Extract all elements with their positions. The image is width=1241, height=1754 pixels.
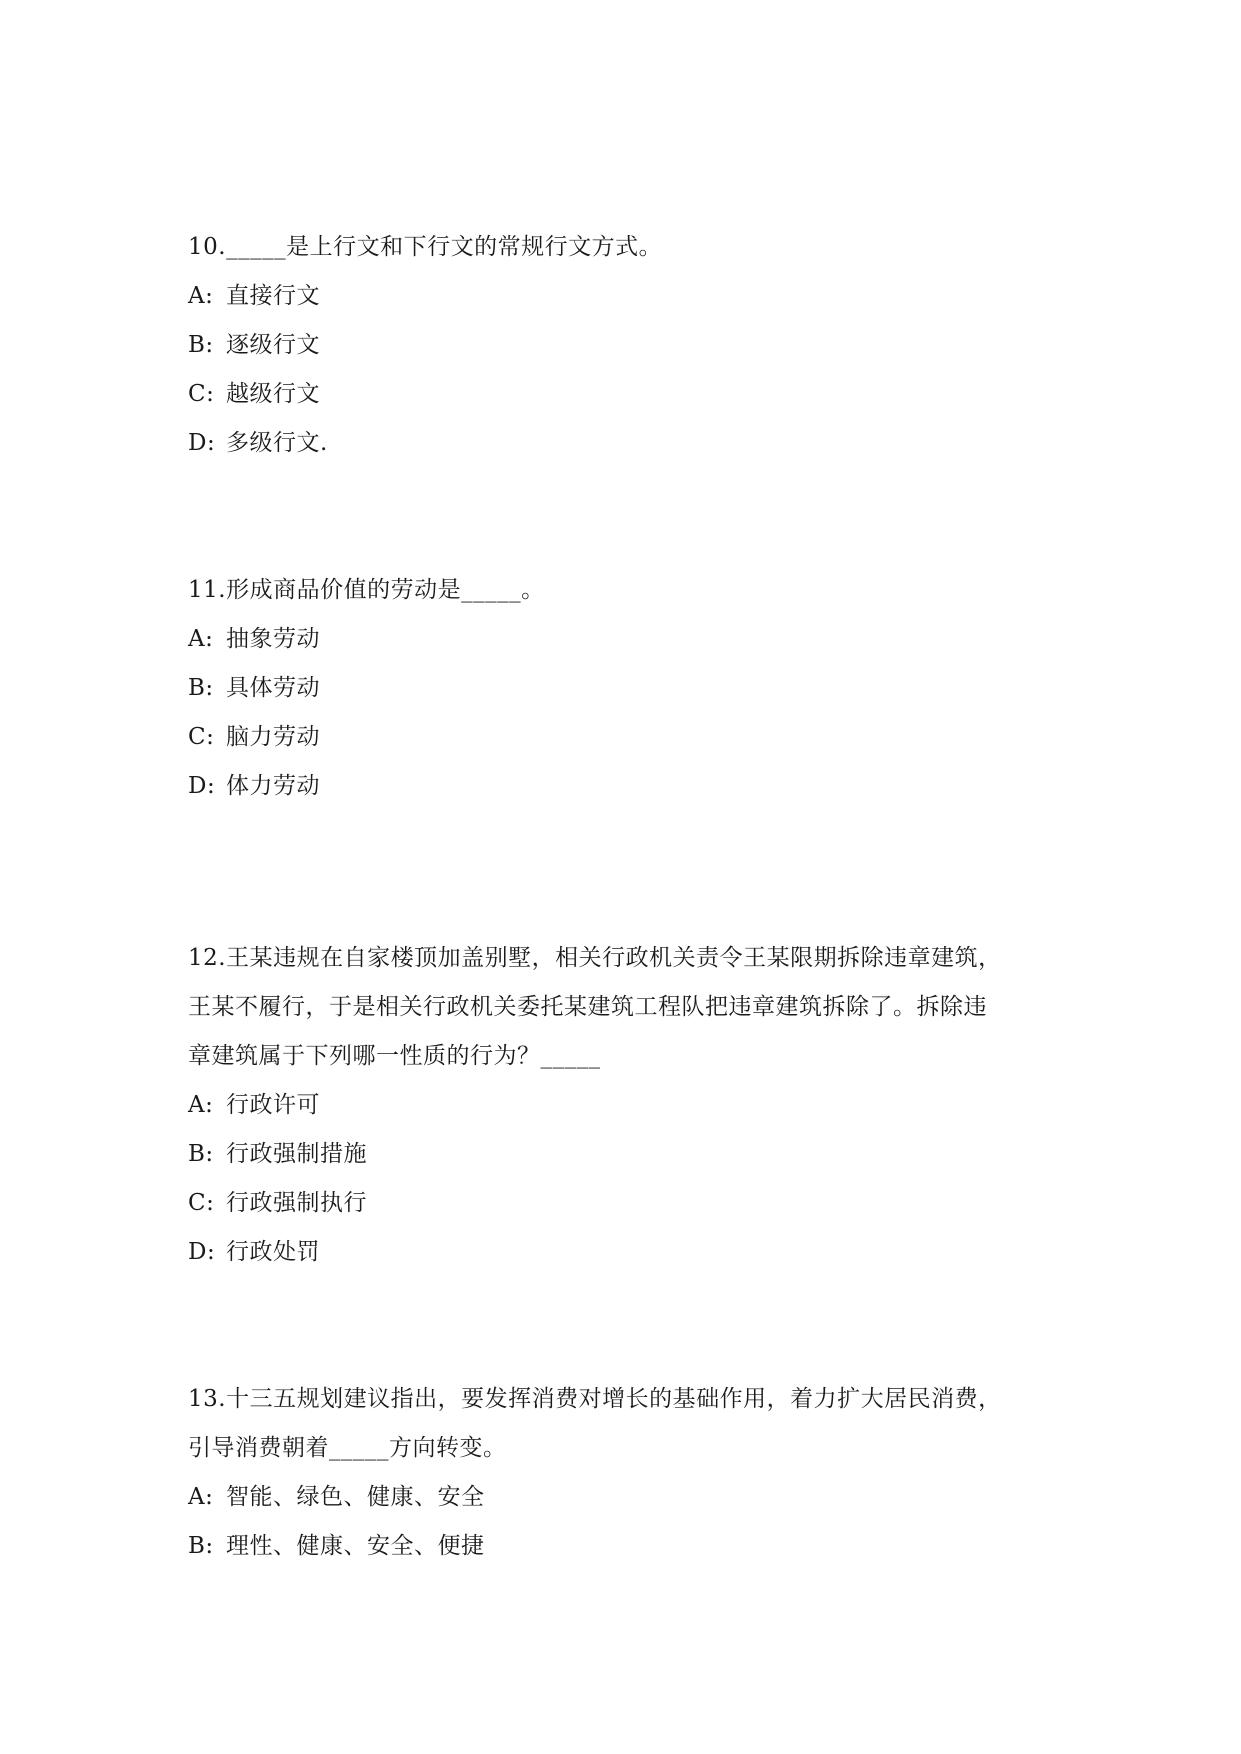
question-text: 十三五规划建议指出，要发挥消费对增长的基础作用，着力扩大居民消费， <box>226 1386 1002 1412</box>
question-text: 王某不履行，于是相关行政机关委托某建筑工程队把违章建筑拆除了。拆除违 <box>188 994 987 1020</box>
option-letter: D: <box>188 430 216 456</box>
option-text: 多级行文. <box>226 430 328 456</box>
option-text: 脑力劳动 <box>226 724 320 750</box>
question-11 <box>188 566 1068 811</box>
option-c <box>188 370 1068 419</box>
question-number: 12. <box>188 945 227 971</box>
option-c <box>188 1179 1068 1228</box>
question-stem <box>188 223 1068 272</box>
option-c <box>188 713 1068 762</box>
option-letter: B: <box>188 1533 214 1559</box>
question-text: 章建筑属于下列哪一性质的行为？_____ <box>188 1043 601 1069</box>
question-text: _____是上行文和下行文的常规行文方式。 <box>226 234 663 260</box>
option-letter: B: <box>188 675 214 701</box>
question-stem-line <box>188 1375 1068 1424</box>
option-text: 理性、健康、安全、便捷 <box>226 1533 485 1559</box>
option-letter: A: <box>188 626 214 652</box>
question-stem-line <box>188 983 1068 1032</box>
option-text: 智能、绿色、健康、安全 <box>226 1484 485 1510</box>
option-text: 直接行文 <box>226 283 320 309</box>
option-letter: B: <box>188 1141 214 1167</box>
question-10 <box>188 223 1068 468</box>
option-a <box>188 272 1068 321</box>
option-a <box>188 1473 1068 1522</box>
question-number: 10. <box>188 234 227 260</box>
option-text: 逐级行文 <box>226 332 320 358</box>
option-b <box>188 664 1068 713</box>
question-number: 11. <box>188 577 227 603</box>
option-a <box>188 1081 1068 1130</box>
option-letter: A: <box>188 283 214 309</box>
option-b <box>188 321 1068 370</box>
question-stem-line <box>188 934 1068 983</box>
option-text: 具体劳动 <box>226 675 320 701</box>
option-text: 行政强制执行 <box>226 1190 367 1216</box>
question-text: 引导消费朝着_____方向转变。 <box>188 1435 507 1461</box>
option-text: 体力劳动 <box>226 773 320 799</box>
question-text: 形成商品价值的劳动是_____。 <box>226 577 545 603</box>
option-letter: D: <box>188 773 216 799</box>
question-text: 王某违规在自家楼顶加盖别墅，相关行政机关责令王某限期拆除违章建筑， <box>226 945 1002 971</box>
option-b <box>188 1522 1068 1571</box>
question-13 <box>188 1375 1068 1571</box>
question-12 <box>188 934 1068 1277</box>
option-d <box>188 1228 1068 1277</box>
option-letter: A: <box>188 1092 214 1118</box>
option-text: 行政处罚 <box>226 1239 320 1265</box>
question-stem <box>188 566 1068 615</box>
option-text: 抽象劳动 <box>226 626 320 652</box>
option-letter: D: <box>188 1239 216 1265</box>
option-text: 越级行文 <box>226 381 320 407</box>
option-letter: A: <box>188 1484 214 1510</box>
option-d <box>188 419 1068 468</box>
option-letter: C: <box>188 724 215 750</box>
option-a <box>188 615 1068 664</box>
option-d <box>188 762 1068 811</box>
option-letter: C: <box>188 381 215 407</box>
option-text: 行政强制措施 <box>226 1141 367 1167</box>
question-stem-line <box>188 1032 1068 1081</box>
question-number: 13. <box>188 1386 227 1412</box>
option-letter: B: <box>188 332 214 358</box>
option-text: 行政许可 <box>226 1092 320 1118</box>
option-letter: C: <box>188 1190 215 1216</box>
question-stem-line <box>188 1424 1068 1473</box>
option-b <box>188 1130 1068 1179</box>
